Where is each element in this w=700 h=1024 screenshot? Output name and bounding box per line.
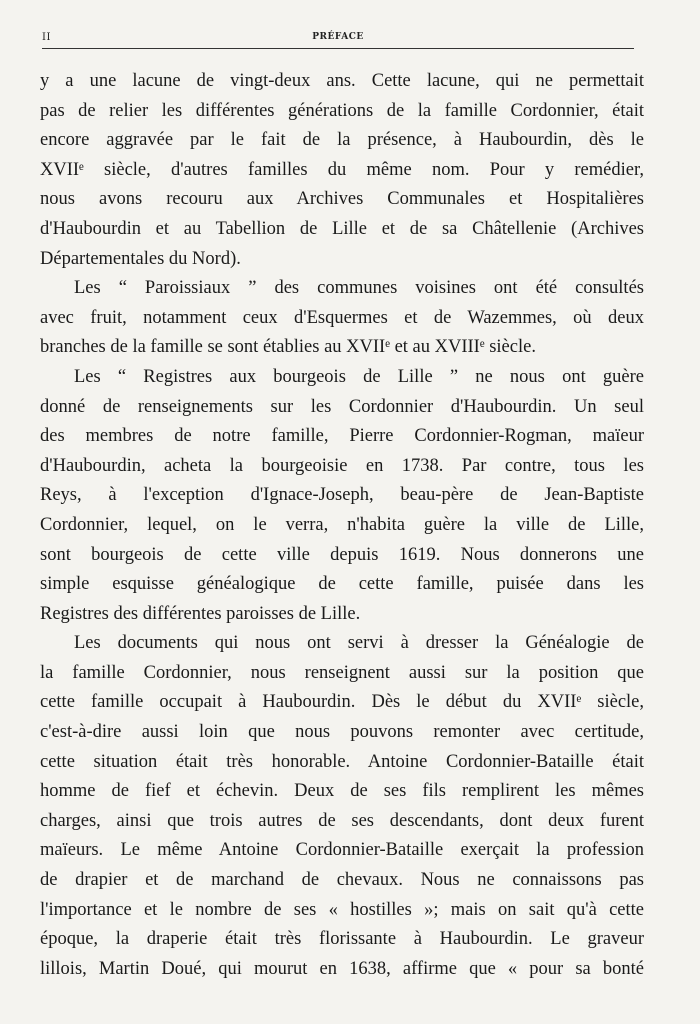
text-line: maïeurs. Le même Antoine Cordonnier-Bataille exerçait la profession [40, 840, 644, 861]
text-line: Registres des différentes paroisses de Lille. [40, 603, 361, 624]
text-line: Départementales du Nord). [40, 248, 241, 269]
text-line: y a une lacune de vingt-deux ans. Cette lacune, qui ne permettait [40, 71, 644, 91]
text-line: homme de fief et échevin. Deux de ses fils remplirent les mêmes [40, 781, 644, 802]
text-line: d'Haubourdin et au Tabellion de Lille et de sa Châtellenie (Archives [40, 218, 644, 239]
text-line: la famille Cordonnier, nous renseignent aussi sur la position que [40, 662, 644, 683]
text-line: charges, ainsi que trois autres de ses descendants, dont deux furent [40, 810, 644, 831]
body-text [40, 67, 644, 984]
text-line: de drapier et de marchand de chevaux. Nous ne connaissons pas [40, 870, 644, 891]
text-line: sont bourgeois de cette ville depuis 1619. Nous donnerons une [40, 544, 644, 565]
text-line: d'Haubourdin, acheta la bourgeoisie en 1738. Par contre, tous les [40, 455, 644, 476]
text-line: des membres de notre famille, Pierre Cordonnier-Rogman, maïeur [40, 426, 644, 447]
text-line: Reys, à l'exception d'Ignace-Joseph, beau-père de Jean-Baptiste [40, 485, 644, 506]
text-line: nous avons recouru aux Archives Communales et Hospitalières [40, 189, 644, 210]
text-line: lillois, Martin Doué, qui mourut en 1638, affirme que « pour sa bonté [40, 958, 644, 979]
text-line: c'est-à-dire aussi loin que nous pouvons remonter avec certitude, [40, 722, 644, 743]
text-line: donné de renseignements sur les Cordonnier d'Haubourdin. Un seul [40, 396, 644, 417]
text-line: l'importance et le nombre de ses « hostilles »; mais on sait qu'à cette [40, 899, 644, 920]
text-line: Les documents qui nous ont servi à dresser la Généalogie de [74, 633, 644, 654]
text-line: cette situation était très honorable. Antoine Cordonnier-Bataille était [40, 751, 644, 772]
text-line: simple esquisse généalogique de cette famille, puisée dans les [40, 574, 644, 595]
running-head: PRÉFACE [312, 32, 364, 42]
header-rule [42, 48, 634, 49]
text-line: branches de la famille se sont établies au XVIIᵉ et au XVIIIᵉ siècle. [40, 337, 536, 358]
page-header [42, 30, 634, 46]
text-line: Les “ Registres aux bourgeois de Lille ” ne nous ont guère [74, 366, 644, 387]
text-line: Cordonnier, lequel, on le verra, n'habita guère la ville de Lille, [40, 514, 644, 535]
text-line: Les “ Paroissiaux ” des communes voisines ont été consultés [74, 278, 644, 299]
text-line: XVIIᵉ siècle, d'autres familles du même nom. Pour y remédier, [40, 159, 644, 180]
text-line: époque, la draperie était très florissante à Haubourdin. Le graveur [40, 929, 644, 950]
page-number: II [42, 32, 51, 43]
text-line: encore aggravée par le fait de la présence, à Haubourdin, dès le [40, 130, 644, 151]
text-line: pas de relier les différentes générations de la famille Cordonnier, était [40, 100, 644, 121]
text-line: avec fruit, notamment ceux d'Esquermes et de Wazemmes, où deux [40, 307, 644, 328]
text-line: cette famille occupait à Haubourdin. Dès le début du XVIIᵉ siècle, [40, 692, 644, 713]
